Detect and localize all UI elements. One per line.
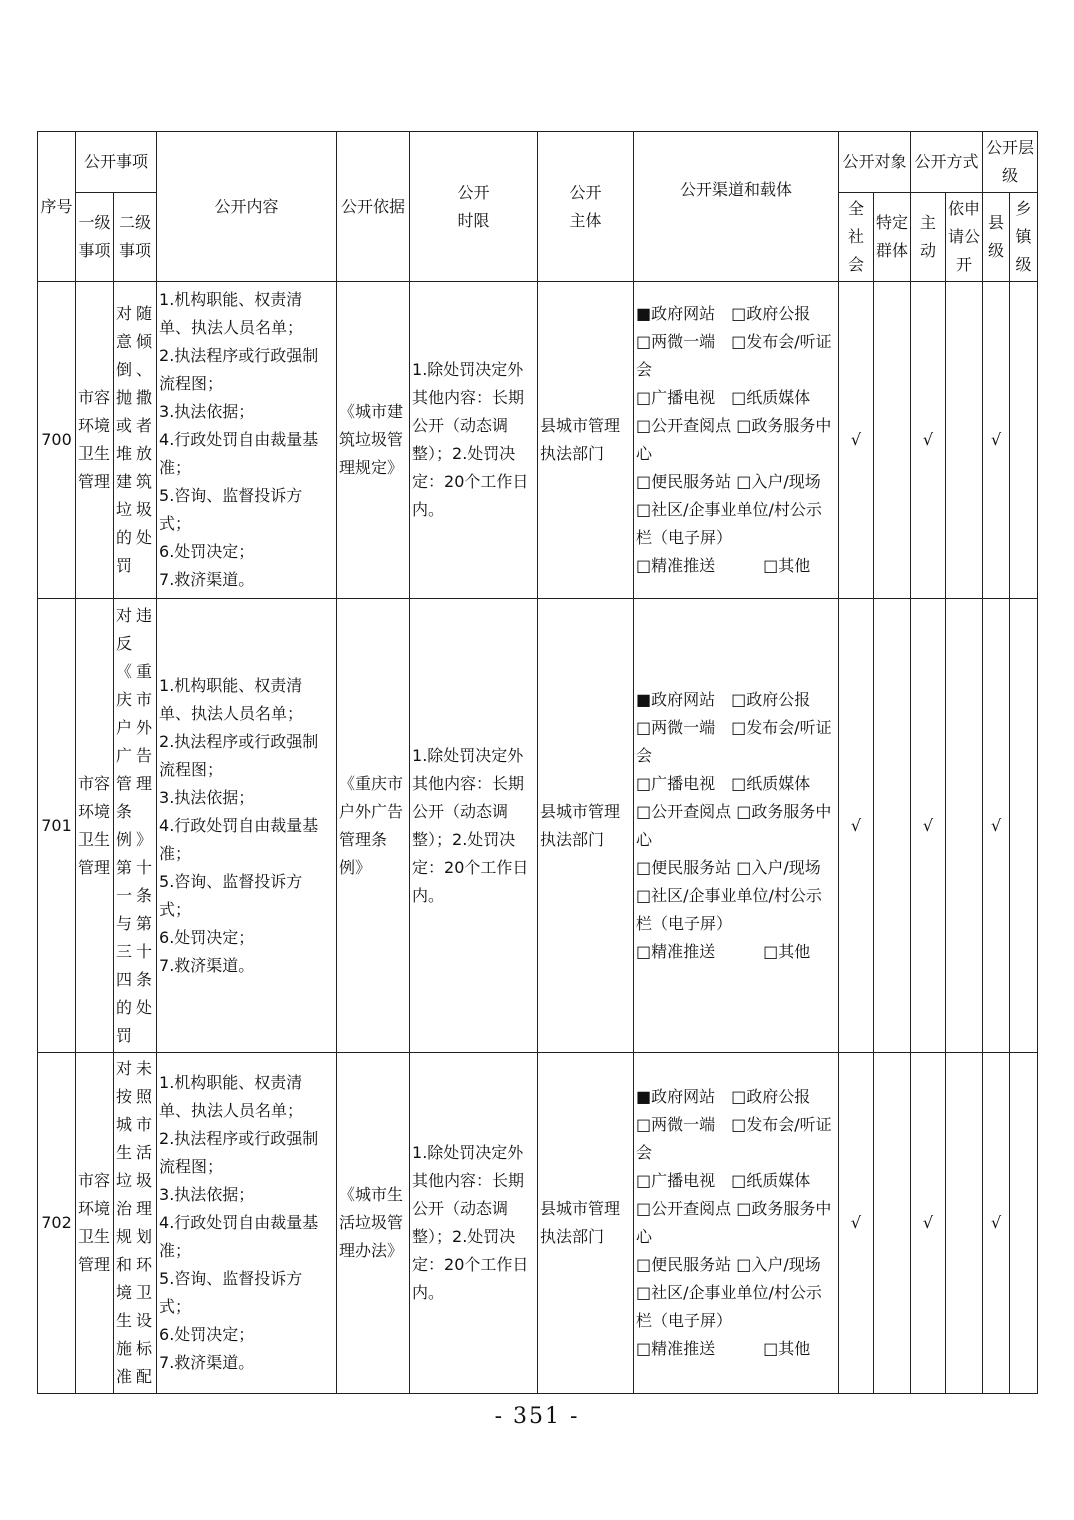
check-target-specific [874,1053,911,1394]
table-row [38,599,1038,1053]
content-line: 6.处罚决定； [159,542,255,561]
disclosure-table [37,131,1038,1394]
row-subject: 县城市管理执法部门 [538,282,634,599]
content-line: 3.执法依据； [159,402,255,421]
row-seq: 701 [38,599,76,1053]
header-row-1 [38,132,1038,193]
header-target-all: 全社会 [839,193,874,282]
content-line: 7.救济渠道。 [159,1353,255,1372]
channel-line: □精准推送 □其他 [636,941,811,961]
row-item-l2: 对随意倾倒、抛撒或者堆放建筑垃圾的处罚 [114,282,157,599]
header-method-request: 依申请公开 [946,193,983,282]
channel-line: □两微一端 □发布会/听证会 [636,717,832,765]
content-line: 2.执法程序或行政强制流程图； [159,731,319,779]
check-method-request [946,1053,983,1394]
check-level-county: √ [983,282,1010,599]
content-line: 4.行政处罚自由裁量基准； [159,815,319,863]
header-method-active: 主动 [911,193,946,282]
check-method-active: √ [911,282,946,599]
row-item-l1: 市容环境卫生管理 [76,282,114,599]
row-basis: 《城市建筑垃圾管理规定》 [337,282,410,599]
row-channel [634,282,839,599]
row-content [157,282,337,599]
content-line: 1.机构职能、权责清单、执法人员名单； [159,675,304,723]
channel-line: □精准推送 □其他 [636,556,811,575]
content-line: 6.处罚决定； [159,1325,255,1344]
header-item-l1: 一级事项 [76,193,114,282]
channel-line: □广播电视 □纸质媒体 [636,773,811,793]
content-line: 5.咨询、监督投诉方式； [159,871,303,919]
check-level-county: √ [983,599,1010,1053]
content-line: 7.救济渠道。 [159,955,255,975]
header-time-limit: 公开时限 [410,132,538,282]
table-row [38,282,1038,599]
content-line: 4.行政处罚自由裁量基准； [159,430,319,477]
channel-line: □公开查阅点 □政务服务中心 [636,1199,832,1246]
header-basis: 公开依据 [337,132,410,282]
check-method-request [946,599,983,1053]
channel-line: □社区/企事业单位/村公示栏（电子屏） [636,1283,822,1330]
header-item-group: 公开事项 [76,132,157,193]
content-line: 1.机构职能、权责清单、执法人员名单； [159,1073,304,1120]
row-seq: 702 [38,1053,76,1394]
check-target-all: √ [839,599,874,1053]
content-line: 3.执法依据； [159,1185,255,1204]
row-time-limit: 1.除处罚决定外其他内容：长期公开（动态调整）；2.处罚决定：20个工作日内。 [410,1053,538,1394]
check-level-town [1010,599,1038,1053]
check-target-specific [874,599,911,1053]
row-basis: 《重庆市户外广告管理条例》 [337,599,410,1053]
header-target-specific: 特定群体 [874,193,911,282]
header-seq: 序号 [38,132,76,282]
row-channel [634,1053,839,1394]
channel-line: □便民服务站 □入户/现场 [636,857,821,877]
row-item-l2: 对违反《重庆市户外广告管理条例》第十一条与第三十四条的处罚 [114,599,157,1053]
row-content [157,599,337,1053]
row-time-limit: 1.除处罚决定外其他内容：长期公开（动态调整）；2.处罚决定：20个工作日内。 [410,599,538,1053]
check-level-county: √ [983,1053,1010,1394]
header-target-group: 公开对象 [839,132,911,193]
row-basis: 《城市生活垃圾管理办法》 [337,1053,410,1394]
channel-line: □精准推送 □其他 [636,1339,811,1358]
row-content [157,1053,337,1394]
channel-line: □社区/企事业单位/村公示栏（电子屏） [636,885,822,933]
channel-line: □公开查阅点 □政务服务中心 [636,416,832,463]
header-method-group: 公开方式 [911,132,983,193]
row-subject: 县城市管理执法部门 [538,1053,634,1394]
check-method-active: √ [911,1053,946,1394]
header-subject: 公开主体 [538,132,634,282]
channel-line: □广播电视 □纸质媒体 [636,388,811,407]
page-number: - 351 - [494,1404,580,1429]
header-level-town: 乡镇级 [1010,193,1038,282]
check-target-all: √ [839,282,874,599]
channel-line: □便民服务站 □入户/现场 [636,472,821,491]
table-row [38,1053,1038,1394]
content-line: 5.咨询、监督投诉方式； [159,486,303,533]
channel-line: □两微一端 □发布会/听证会 [636,1115,832,1162]
content-line: 2.执法程序或行政强制流程图； [159,1129,319,1176]
row-item-l1: 市容环境卫生管理 [76,599,114,1053]
channel-line: □公开查阅点 □政务服务中心 [636,801,832,849]
check-method-active: √ [911,599,946,1053]
content-line: 2.执法程序或行政强制流程图； [159,346,319,393]
row-subject: 县城市管理执法部门 [538,599,634,1053]
channel-line: □便民服务站 □入户/现场 [636,1255,821,1274]
header-level-county: 县级 [983,193,1010,282]
channel-line: ■政府网站 □政府公报 [636,1087,811,1106]
check-level-town [1010,1053,1038,1394]
channel-line: ■政府网站 □政府公报 [636,689,811,709]
header-item-l2: 二级事项 [114,193,157,282]
content-line: 6.处罚决定； [159,927,255,947]
check-method-request [946,282,983,599]
check-level-town [1010,282,1038,599]
header-content: 公开内容 [157,132,337,282]
content-line: 5.咨询、监督投诉方式； [159,1269,303,1316]
content-line: 3.执法依据； [159,787,255,807]
row-item-l2: 对未按照城市生活垃圾治理规划和环境卫生设施标准配 [114,1053,157,1394]
header-channel: 公开渠道和载体 [634,132,839,282]
row-channel [634,599,839,1053]
channel-line: □广播电视 □纸质媒体 [636,1171,811,1190]
check-target-all: √ [839,1053,874,1394]
row-item-l1: 市容环境卫生管理 [76,1053,114,1394]
content-line: 1.机构职能、权责清单、执法人员名单； [159,290,304,337]
content-line: 4.行政处罚自由裁量基准； [159,1213,319,1260]
channel-line: □社区/企事业单位/村公示栏（电子屏） [636,500,822,547]
row-seq: 700 [38,282,76,599]
content-line: 7.救济渠道。 [159,570,255,589]
channel-line: ■政府网站 □政府公报 [636,304,811,323]
check-target-specific [874,282,911,599]
row-time-limit: 1.除处罚决定外其他内容：长期公开（动态调整）；2.处罚决定：20个工作日内。 [410,282,538,599]
header-level-group: 公开层级 [983,132,1038,193]
channel-line: □两微一端 □发布会/听证会 [636,332,832,379]
